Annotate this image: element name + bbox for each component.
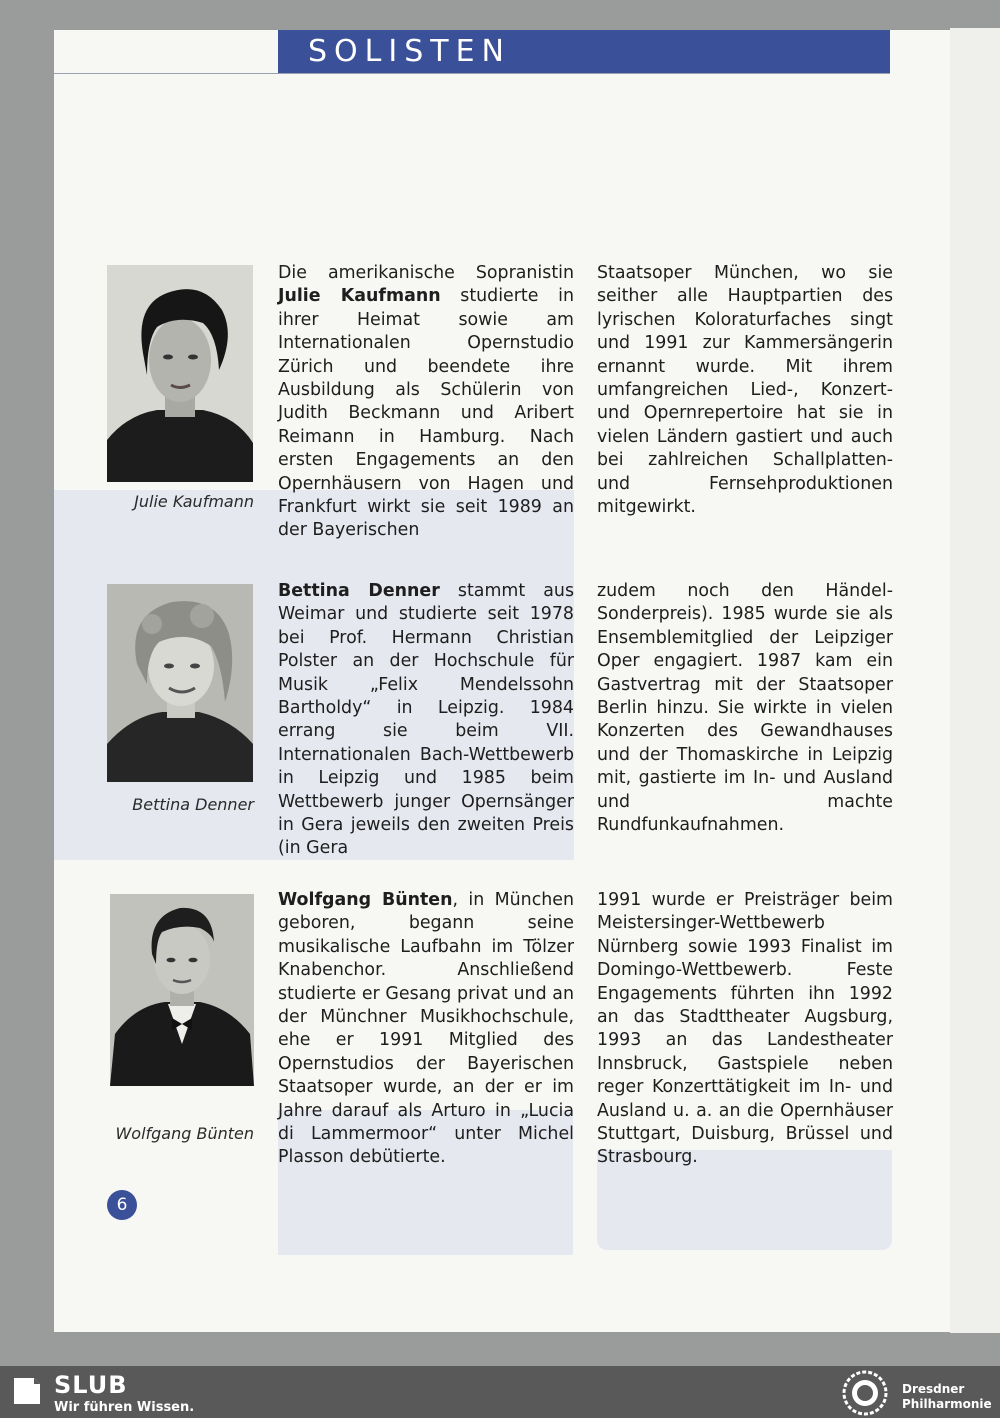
header-rule [54, 73, 890, 74]
partner-name-line2: Philharmonie [902, 1397, 992, 1411]
page-title: SOLISTEN [308, 34, 511, 69]
bio-text: studierte in ihrer Heimat sowie am Internationalen Opernstudio Zürich und beendete ihre Ausbildung als Schülerin von Judith Beckmann und Aribert Reimann in Hamburg. Nach ersten Engagements an den Opernhäusern von Hagen und Frankfurt wirkt sie seit 1989 an der Bayerischen [278, 286, 574, 541]
portrait-photo-wolfgang-buenten [110, 894, 254, 1086]
bio-text-column [597, 580, 893, 837]
photo-caption: Julie Kaufmann [134, 492, 254, 511]
page-number-badge: 6 [107, 1190, 137, 1220]
soloist-name: Julie Kaufmann [278, 286, 441, 307]
slub-name[interactable]: SLUB [54, 1371, 128, 1399]
bio-text-column [597, 889, 893, 1170]
portrait-photo-julie-kaufmann [107, 265, 253, 482]
bio-text: , in München geboren, begann seine musikalische Laufbahn im Tölzer Knabenchor. Anschließend studierte er Gesang privat und an der Münchner Musikhochschule, ehe er 1991 Mitglied des Opernstudios der Bayerischen Staatsoper wurde, an der er im Jahre darauf als Arturo in „Lucia di Lammermoor“ unter Michel Plasson debütierte. [278, 890, 575, 1168]
bio-intro: Die amerikanische Sopranistin [278, 263, 574, 283]
adjacent-page-edge [950, 28, 1000, 1333]
bio-text: 1991 wurde er Preisträger beim Meistersinger-Wettbewerb Nürnberg sowie 1993 Finalist im Domingo-Wettbewerb. Feste Engagements führten ihn 1992 an das Stadttheater Augsburg, 1993 an das Landestheater Innsbruck, Gastspiele neben reger Konzerttätigkeit im In- und Ausland u. a. an die Opernhäuser Stuttgart, Duisburg, Brüssel und Strasbourg. [597, 890, 893, 1168]
dresdner-philharmonie-logo-icon[interactable] [842, 1370, 888, 1416]
portrait-photo-bettina-denner [107, 584, 253, 782]
bio-text-column [597, 262, 893, 519]
photo-caption: Bettina Denner [132, 795, 254, 814]
header-band [278, 30, 890, 73]
bio-text-column [278, 889, 574, 1170]
bio-text: stammt aus Weimar und studierte seit 1978 bei Prof. Hermann Christian Polster an der Hochschule für Musik „Felix Mendelssohn Bartholdy“ in Leipzig. 1984 errang sie beim VII. Internationalen Bach-Wettbewerb in Leipzig und 1985 beim Wettbewerb junger Opernsänger in Gera jeweils den zweiten Preis (in Gera [278, 581, 575, 859]
photo-caption: Wolfgang Bünten [115, 1124, 254, 1143]
footer-bar [0, 1366, 1000, 1418]
slub-logo-icon[interactable] [10, 1374, 44, 1408]
partner-name-line1: Dresdner [902, 1382, 965, 1396]
soloist-name: Bettina Denner [278, 581, 440, 601]
bio-text: Staatsoper München, wo sie seither alle Hauptpartien des lyrischen Koloraturfaches singt und 1991 zur Kammersängerin ernannt wurde. Mit ihrem umfangreichen Lied-, Konzert- und Opernrepertoire hat sie in vielen Ländern gastiert und auch bei zahlreichen Schallplatten- und Fernsehproduktionen mitgewirkt. [597, 263, 893, 518]
bio-text-column [278, 262, 574, 543]
soloist-name: Wolfgang Bünten [278, 890, 453, 910]
slub-tagline: Wir führen Wissen. [54, 1400, 195, 1415]
bio-text-column [278, 580, 574, 861]
bio-text: zudem noch den Händel-Sonderpreis). 1985 wurde sie als Ensemblemitglied der Leipziger Oper engagiert. 1987 kam ein Gastvertrag mit der Staatsoper Berlin hinzu. Sie wirkte in vielen Konzerten des Gewandhauses und der Thomaskirche in Leipzig mit, gastierte im In- und Ausland und machte Rundfunkaufnahmen. [597, 581, 893, 836]
